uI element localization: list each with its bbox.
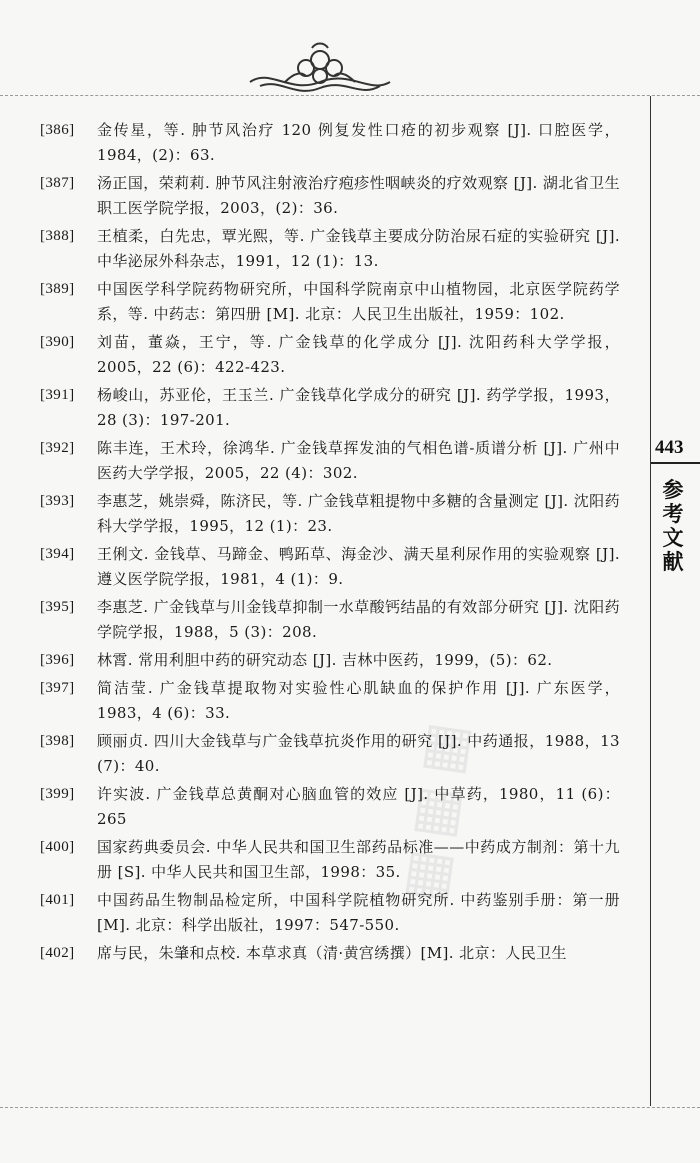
reference-entry [40,729,620,779]
margin-vertical-rule [650,96,651,1106]
reference-entry [40,436,620,486]
reference-list [40,118,620,969]
reference-text: 汤正国，荣莉莉. 肿节风注射液治疗疱疹性咽峡炎的疗效观察 [J]. 湖北省卫生职工医学院学报，2003，(2)：36. [97,174,620,217]
reference-number: [397] [40,680,75,696]
reference-text: 简洁莹. 广金钱草提取物对实验性心肌缺血的保护作用 [J]. 广东医学，1983，4 (6)：33. [97,679,620,722]
section-tab-char: 献 [662,550,684,574]
reference-text: 顾丽贞. 四川大金钱草与广金钱草抗炎作用的研究 [J]. 中药通报，1988，13 (7)：40. [97,732,620,775]
page-number: 443 [655,437,684,458]
header-divider [0,95,700,96]
reference-entry [40,676,620,726]
reference-text: 林霄. 常用利胆中药的研究动态 [J]. 吉林中医药，1999，(5)：62. [97,651,553,669]
reference-entry [40,835,620,885]
section-tab-char: 参 [662,478,684,502]
reference-number: [389] [40,281,75,297]
reference-number: [399] [40,786,75,802]
reference-number: [391] [40,387,75,403]
reference-number: [395] [40,599,75,615]
reference-text: 李惠芝. 广金钱草与川金钱草抑制一水草酸钙结晶的有效部分研究 [J]. 沈阳药学院学报，1988，5 (3)：208. [97,598,620,641]
reference-text: 中国药品生物制品检定所，中国科学院植物研究所. 中药鉴别手册：第一册 [M]. 北京：科学出版社，1997：547-550. [97,891,620,934]
reference-number: [390] [40,334,75,350]
reference-number: [402] [40,945,75,961]
background-watermark: ▦ ▦ ▦ [399,709,479,908]
reference-entry [40,489,620,539]
reference-text: 国家药典委员会. 中华人民共和国卫生部药品标准——中药成方制剂：第十九册 [S]. 中华人民共和国卫生部，1998：35. [97,838,620,881]
reference-number: [386] [40,122,75,138]
reference-number: [387] [40,175,75,191]
reference-entry [40,888,620,938]
reference-number: [400] [40,839,75,855]
reference-entry [40,224,620,274]
reference-entry [40,118,620,168]
section-tab-label [660,478,686,574]
reference-entry [40,330,620,380]
reference-number: [396] [40,652,75,668]
section-tab-char: 考 [662,502,684,526]
reference-number: [394] [40,546,75,562]
section-tab-char: 文 [662,526,684,550]
reference-text: 陈丰连，王术玲，徐鸿华. 广金钱草挥发油的气相色谱-质谱分析 [J]. 广州中医药大学学报，2005，22 (4)：302. [97,439,620,482]
reference-number: [392] [40,440,75,456]
reference-entry [40,383,620,433]
decorative-knot-ornament [240,38,400,96]
reference-number: [398] [40,733,75,749]
page-number-underline [651,462,700,464]
reference-text: 王植柔，白先忠，覃光熙，等. 广金钱草主要成分防治尿石症的实验研究 [J]. 中华泌尿外科杂志，1991，12 (1)：13. [97,227,620,270]
reference-text: 刘苗，董焱，王宁，等. 广金钱草的化学成分 [J]. 沈阳药科大学学报，2005，22 (6)：422-423. [97,333,620,376]
reference-number: [401] [40,892,75,908]
reference-number: [388] [40,228,75,244]
reference-text: 中国医学科学院药物研究所，中国科学院南京中山植物园，北京医学院药学系，等. 中药志：第四册 [M]. 北京：人民卫生出版社，1959：102. [97,280,620,323]
reference-number: [393] [40,493,75,509]
footer-divider [0,1107,700,1108]
reference-text: 李惠芝，姚崇舜，陈济民，等. 广金钱草粗提物中多糖的含量测定 [J]. 沈阳药科大学学报，1995，12 (1)：23. [97,492,620,535]
reference-text: 王俐文. 金钱草、马蹄金、鸭跖草、海金沙、满天星利尿作用的实验观察 [J]. 遵义医学院学报，1981，4 (1)：9. [97,545,620,588]
reference-entry [40,595,620,645]
reference-text: 金传星，等. 肿节风治疗 120 例复发性口疮的初步观察 [J]. 口腔医学，1984，(2)：63. [97,121,620,164]
reference-entry [40,782,620,832]
reference-entry [40,648,620,673]
reference-entry [40,941,620,966]
reference-text: 许实波. 广金钱草总黄酮对心脑血管的效应 [J]. 中草药，1980，11 (6)：265 [97,785,620,828]
reference-text: 杨峻山，苏亚伦，王玉兰. 广金钱草化学成分的研究 [J]. 药学学报，1993，28 (3)：197-201. [97,386,620,429]
reference-entry [40,542,620,592]
reference-text: 席与民，朱肇和点校. 本草求真（清·黄宫绣撰）[M]. 北京：人民卫生 [97,944,567,962]
reference-entry [40,171,620,221]
reference-entry [40,277,620,327]
